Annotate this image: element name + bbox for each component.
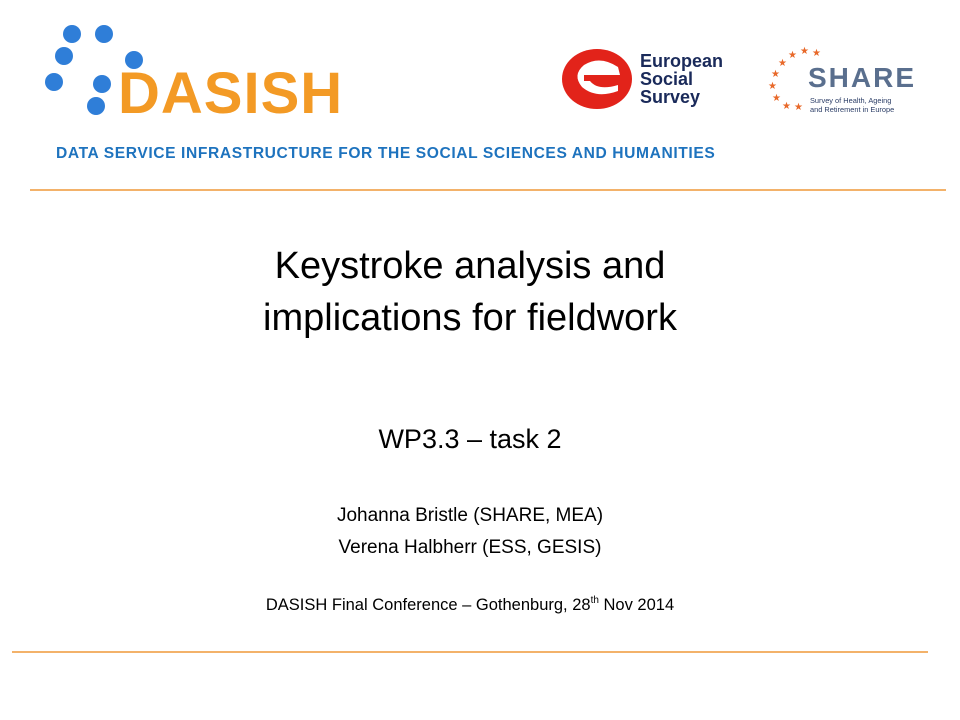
svg-text:★: ★ (812, 48, 821, 59)
conference-ordinal: th (590, 595, 599, 606)
bottom-divider (12, 651, 928, 653)
svg-text:★: ★ (768, 81, 777, 92)
author-1: Johanna Bristle (SHARE, MEA) (336, 505, 604, 526)
conference-line (150, 594, 790, 616)
svg-text:★: ★ (788, 50, 797, 61)
ess-line-2: Social (640, 69, 694, 89)
dasish-tagline: DATA SERVICE INFRASTRUCTURE FOR THE SOCIAL SCIENCES AND HUMANITIES (56, 145, 716, 162)
slide-subtitle: WP3.3 – task 2 (378, 424, 562, 454)
svg-text:★: ★ (772, 93, 781, 104)
ess-line-1: European (640, 51, 724, 71)
slide-title (150, 240, 790, 344)
share-subtitle (810, 96, 894, 114)
authors (150, 500, 790, 564)
title-line-2: implications for fieldwork (263, 297, 677, 339)
svg-text:★: ★ (778, 58, 787, 69)
ess-logo-mark (560, 47, 634, 111)
dasish-wordmark: DASISH (118, 61, 344, 126)
top-divider (30, 189, 946, 191)
title-line-1: Keystroke analysis and (274, 245, 666, 287)
conference-date: Nov 2014 (598, 596, 675, 614)
ess-line-3: Survey (640, 87, 701, 107)
ess-logo-text (640, 52, 723, 106)
svg-text:★: ★ (794, 102, 803, 112)
svg-text:★: ★ (800, 46, 809, 57)
svg-text:★: ★ (771, 69, 780, 80)
conference-text: DASISH Final Conference – Gothenburg, 28 (265, 596, 591, 614)
share-sub-line-2: and Retirement in Europe (810, 105, 895, 114)
svg-text:★: ★ (782, 101, 791, 112)
share-sub-line-1: Survey of Health, Ageing (810, 96, 892, 105)
author-2: Verena Halbherr (ESS, GESIS) (338, 537, 602, 558)
share-wordmark: SHARE (808, 62, 917, 93)
